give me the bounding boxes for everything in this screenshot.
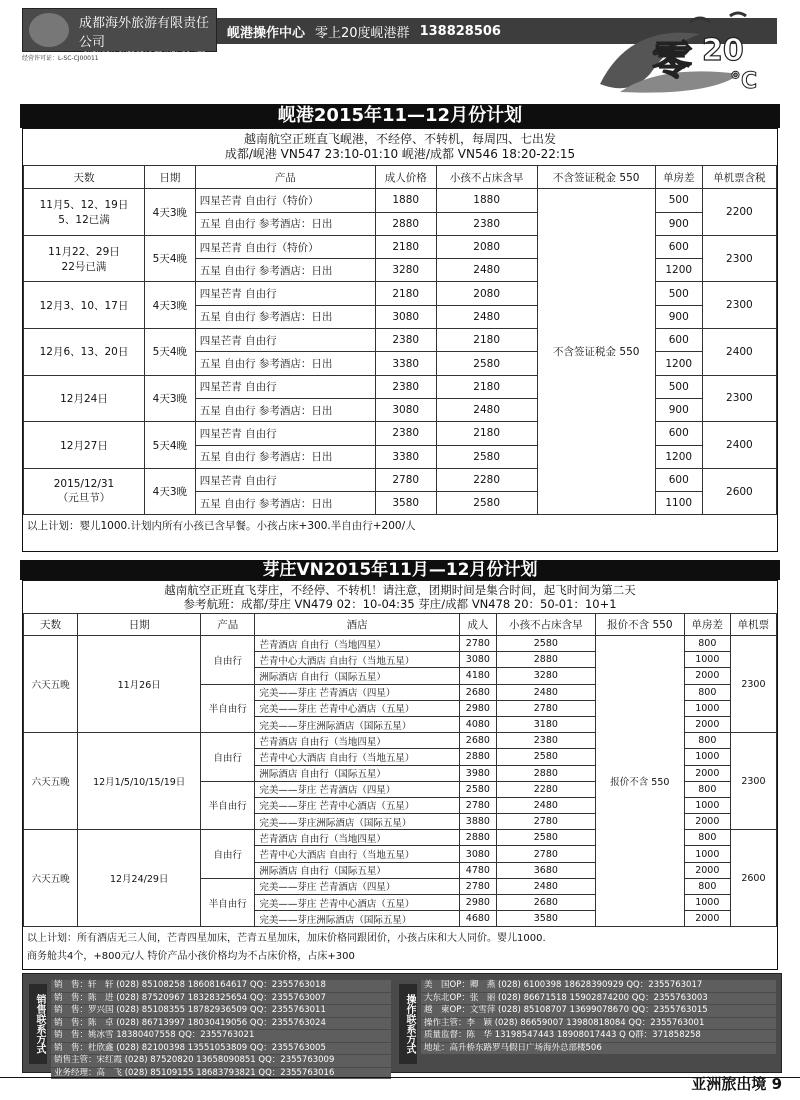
table-row [24, 422, 777, 445]
hotel-name: 洲际酒店 自由行（国际五星） [255, 862, 460, 878]
adult-price: 3580 [375, 492, 436, 515]
section1-header-cell: 不含签证税金 550 [537, 166, 655, 189]
single-supplement: 900 [655, 398, 702, 421]
section2-header-cell: 单机票 [730, 614, 776, 636]
single-supplement: 1200 [655, 445, 702, 468]
ticket-price: 2400 [702, 422, 776, 469]
section1-header-cell: 单机票含税 [702, 166, 776, 189]
single-supplement: 1000 [684, 700, 730, 716]
ticket-price: 2300 [730, 636, 776, 733]
child-price: 2480 [436, 305, 537, 328]
adult-price: 2680 [459, 684, 496, 700]
departure-dates: 12月1/5/10/15/19日 [78, 733, 201, 830]
child-price: 2680 [496, 895, 595, 911]
adult-price: 3080 [459, 846, 496, 862]
single-supplement: 1200 [655, 352, 702, 375]
adult-price: 4080 [459, 716, 496, 732]
single-supplement: 1100 [655, 492, 702, 515]
child-price: 2580 [436, 445, 537, 468]
table-row [24, 329, 777, 352]
svg-text:20: 20 [702, 33, 744, 68]
hotel-name: 完美——芽庄洲际酒店（国际五星） [255, 814, 460, 830]
contact-line: 越 柬OP：文雪萍 (028) 85108707 13699078670 QQ：2355763015 [421, 1005, 776, 1017]
contact-line: 销 售：姚冰雪 18380407558 QQ：2355763021 [51, 1030, 391, 1042]
contact-line: 美 国OP：卿 燕 (028) 6100398 18628390929 QQ：2355763017 [421, 980, 776, 992]
ops-contacts [421, 980, 776, 1055]
child-price: 2380 [496, 733, 595, 749]
product-name: 五星 自由行 参考酒店：日出 [195, 212, 375, 235]
product-name: 四星芒青 自由行 [195, 422, 375, 445]
ticket-price: 2400 [702, 329, 776, 376]
section2-header-cell: 日期 [78, 614, 201, 636]
company-emblem [29, 13, 69, 47]
departure-dates: 12月6、13、20日 [24, 329, 145, 376]
ticket-price: 2600 [702, 468, 776, 515]
single-supplement: 1000 [684, 652, 730, 668]
departure-dates: 11月5、12、19日 5、12已满 [24, 189, 145, 236]
adult-price: 3980 [459, 765, 496, 781]
group-label: 零上20度岘港群 [315, 25, 410, 41]
single-supplement: 2000 [684, 862, 730, 878]
table-row [24, 468, 777, 491]
table-row [24, 375, 777, 398]
page-number: 9 [771, 1075, 782, 1093]
adult-price: 3080 [375, 398, 436, 421]
child-price: 2080 [436, 235, 537, 258]
child-price: 2580 [496, 830, 595, 846]
trip-duration: 六天五晚 [24, 636, 78, 733]
product-type: 自由行 [201, 733, 255, 782]
product-name: 四星芒青 自由行（特价） [195, 235, 375, 258]
trip-duration: 4天3晚 [144, 282, 195, 329]
product-name: 四星芒青 自由行（特价） [195, 189, 375, 212]
adult-price: 3380 [375, 352, 436, 375]
single-supplement: 900 [655, 305, 702, 328]
contact-line: 操作主管：李 颖 (028) 86659007 13980818084 QQ：2355763001 [421, 1018, 776, 1030]
hotel-name: 完美——芽庄 芒青酒店（四星） [255, 684, 460, 700]
child-price: 2280 [436, 468, 537, 491]
hotel-name: 芒青酒店 自由行（当地四星） [255, 830, 460, 846]
departure-dates: 12月24/29日 [78, 830, 201, 927]
single-supplement: 2000 [684, 668, 730, 684]
adult-price: 2180 [375, 235, 436, 258]
contact-line: 销 售：轩 轩 (028) 85108258 18608164617 QQ：2355763018 [51, 980, 391, 992]
section2-header-cell: 小孩不占床含早 [496, 614, 595, 636]
table-row [24, 189, 777, 212]
svg-text:°C: °C [730, 69, 758, 94]
section1-route: 越南航空正班直飞岘港，不经停、不转机，每周四、七出发 [243, 132, 556, 146]
single-supplement: 500 [655, 375, 702, 398]
adult-price: 4780 [459, 862, 496, 878]
single-supplement: 800 [684, 684, 730, 700]
section1-note: 以上计划：婴儿1000.计划内所有小孩已含早餐。小孩占床+300.半自由行+200/人 [27, 520, 416, 533]
hotel-name: 完美——芽庄洲际酒店（国际五星） [255, 716, 460, 732]
trip-duration: 5天4晚 [144, 235, 195, 282]
product-name: 五星 自由行 参考酒店：日出 [195, 492, 375, 515]
section1-header-cell: 成人价格 [375, 166, 436, 189]
company-name-en: CHENGDU OVERSEAS TRAVEL CO.,LTD [83, 51, 207, 58]
child-price: 2180 [436, 329, 537, 352]
adult-price: 2880 [459, 749, 496, 765]
ticket-price: 2200 [702, 189, 776, 236]
hotel-name: 芒青中心大酒店 自由行（当地五星） [255, 652, 460, 668]
sales-contacts-label: 销售联系方式 [29, 984, 47, 1064]
hotel-name: 洲际酒店 自由行（国际五星） [255, 765, 460, 781]
adult-price: 2780 [375, 468, 436, 491]
child-price: 2180 [436, 375, 537, 398]
single-supplement: 2000 [684, 814, 730, 830]
section1-subtitle [23, 129, 777, 165]
single-supplement: 800 [684, 781, 730, 797]
adult-price: 3080 [375, 305, 436, 328]
product-type: 自由行 [201, 636, 255, 685]
contact-line: 质量监督：陈 华 13198547443 18908017443 Q Q群：371858258 [421, 1030, 776, 1042]
child-price: 3280 [496, 668, 595, 684]
hotel-name: 完美——芽庄 芒青中心酒店（五星） [255, 797, 460, 813]
single-supplement: 800 [684, 830, 730, 846]
single-supplement: 2000 [684, 765, 730, 781]
page-footer [691, 1073, 782, 1094]
svg-text:零: 零 [652, 38, 692, 84]
contact-line: 地址：高升桥东路罗马假日广场海外总部楼506 [421, 1043, 776, 1055]
contact-line: 销 售：罗兴国 (028) 85108355 18782936509 QQ：2355763011 [51, 1005, 391, 1017]
product-type: 半自由行 [201, 878, 255, 927]
table-row [24, 235, 777, 258]
section2-subtitle [23, 581, 777, 613]
table-row [24, 636, 777, 652]
single-supplement: 1000 [684, 797, 730, 813]
product-type: 自由行 [201, 830, 255, 879]
sales-contacts [51, 980, 391, 1080]
single-supplement: 600 [655, 329, 702, 352]
single-supplement: 900 [655, 212, 702, 235]
single-supplement: 800 [684, 733, 730, 749]
single-supplement: 2000 [684, 911, 730, 927]
contact-line: 销 售：陈 卓 (028) 86713997 18030419056 QQ：2355763024 [51, 1018, 391, 1030]
child-price: 2180 [436, 422, 537, 445]
hotel-name: 芒青中心大酒店 自由行（当地五星） [255, 749, 460, 765]
page-header [0, 0, 800, 100]
child-price: 2780 [496, 846, 595, 862]
section2-note1: 以上计划：所有酒店无三人间，芒青四星加床，芒青五星加床，加床价格同跟团价，小孩占床和大人同价。婴儿1000. [27, 933, 546, 945]
single-supplement: 800 [684, 878, 730, 894]
section2-header-cell: 产品 [201, 614, 255, 636]
visa-tax-note: 不含签证税金 550 [537, 189, 655, 515]
adult-price: 3280 [375, 259, 436, 282]
trip-duration: 六天五晚 [24, 830, 78, 927]
child-price: 2480 [496, 797, 595, 813]
child-price: 3580 [496, 911, 595, 927]
phone-number: 138828506 [419, 23, 501, 39]
trip-duration: 六天五晚 [24, 733, 78, 830]
product-name: 五星 自由行 参考酒店：日出 [195, 259, 375, 282]
child-price: 2580 [436, 352, 537, 375]
footer-divider [0, 1077, 800, 1078]
adult-price: 2680 [459, 733, 496, 749]
section2-header-cell: 天数 [24, 614, 78, 636]
visa-tax-note: 报价不含 550 [595, 636, 684, 927]
child-price: 2080 [436, 282, 537, 305]
hotel-name: 芒青酒店 自由行（当地四星） [255, 733, 460, 749]
adult-price: 3380 [375, 445, 436, 468]
departure-dates: 2015/12/31 （元旦节） [24, 468, 145, 515]
ops-contacts-label: 操作联系方式 [399, 984, 417, 1064]
product-name: 五星 自由行 参考酒店：日出 [195, 445, 375, 468]
section2-header-cell: 报价不含 550 [595, 614, 684, 636]
child-price: 2880 [496, 765, 595, 781]
trip-duration: 5天4晚 [144, 422, 195, 469]
section2-title: 芽庄VN2015年11月—12月份计划 [20, 560, 780, 580]
adult-price: 2180 [375, 282, 436, 305]
product-name: 四星芒青 自由行 [195, 282, 375, 305]
section1-header-cell: 小孩不占床含早 [436, 166, 537, 189]
product-type: 半自由行 [201, 684, 255, 733]
section2-note2: 商务舱共4个，+800元/人 特价产品小孩价格均为不占床价格，占床+300 [27, 951, 355, 963]
adult-price: 3080 [459, 652, 496, 668]
departure-dates: 12月24日 [24, 375, 145, 422]
adult-price: 2580 [459, 781, 496, 797]
center-name: 岘港操作中心 [227, 25, 306, 41]
child-price: 2480 [436, 259, 537, 282]
child-price: 2280 [496, 781, 595, 797]
section2-header-cell: 成人 [459, 614, 496, 636]
contact-line: 销售主管：宋红霞 (028) 87520820 13658090851 QQ：2355763009 [51, 1055, 391, 1067]
hotel-name: 完美——芽庄 芒青中心酒店（五星） [255, 700, 460, 716]
single-supplement: 800 [684, 636, 730, 652]
section2-table [23, 613, 777, 927]
section1-flights: 成都/岘港 VN547 23:10-01:10 岘港/成都 VN546 18:20-22:15 [224, 147, 576, 161]
hotel-name: 芒青酒店 自由行（当地四星） [255, 636, 460, 652]
product-name: 四星芒青 自由行 [195, 468, 375, 491]
company-logo [22, 8, 217, 58]
ticket-price: 2300 [730, 733, 776, 830]
adult-price: 4180 [459, 668, 496, 684]
hotel-name: 完美——芽庄 芒青酒店（四星） [255, 781, 460, 797]
ticket-price: 2300 [702, 282, 776, 329]
child-price: 2480 [496, 684, 595, 700]
adult-price: 2780 [459, 878, 496, 894]
product-name: 四星芒青 自由行 [195, 329, 375, 352]
departure-dates: 12月3、10、17日 [24, 282, 145, 329]
child-price: 2580 [496, 749, 595, 765]
section1-header-cell: 日期 [144, 166, 195, 189]
adult-price: 1880 [375, 189, 436, 212]
contact-line: 大东北OP：张 丽 (028) 86671518 15902874200 QQ：2355763003 [421, 993, 776, 1005]
adult-price: 2380 [375, 329, 436, 352]
child-price: 2480 [496, 878, 595, 894]
child-price: 2580 [436, 492, 537, 515]
hotel-name: 完美——芽庄洲际酒店（国际五星） [255, 911, 460, 927]
section2-route: 越南航空正班直飞芽庄，不经停、不转机！请注意，团期时间是集合时间，起飞时间为第二天 [164, 583, 636, 597]
child-price: 2380 [436, 212, 537, 235]
contacts-panel [22, 973, 782, 1078]
child-price: 1880 [436, 189, 537, 212]
adult-price: 2780 [459, 797, 496, 813]
single-supplement: 600 [655, 468, 702, 491]
hotel-name: 完美——芽庄 芒青中心酒店（五星） [255, 895, 460, 911]
single-supplement: 600 [655, 422, 702, 445]
license-number: 经营许可证：L-SC-CJ00011 [22, 55, 99, 62]
contact-line: 销 售：陈 进 (028) 87520967 18328325654 QQ：2355763007 [51, 993, 391, 1005]
child-price: 2780 [496, 814, 595, 830]
brand-wave-logo [590, 4, 770, 100]
adult-price: 2380 [375, 422, 436, 445]
trip-duration: 4天3晚 [144, 468, 195, 515]
trip-duration: 4天3晚 [144, 375, 195, 422]
trip-duration: 5天4晚 [144, 329, 195, 376]
single-supplement: 1000 [684, 895, 730, 911]
single-supplement: 2000 [684, 716, 730, 732]
ticket-price: 2300 [702, 235, 776, 282]
single-supplement: 1000 [684, 846, 730, 862]
ticket-price: 2600 [730, 830, 776, 927]
product-name: 四星芒青 自由行 [195, 375, 375, 398]
section1-header-cell: 天数 [24, 166, 145, 189]
hotel-name: 洲际酒店 自由行（国际五星） [255, 668, 460, 684]
product-name: 五星 自由行 参考酒店：日出 [195, 398, 375, 421]
child-price: 3180 [496, 716, 595, 732]
trip-duration: 4天3晚 [144, 189, 195, 236]
adult-price: 2980 [459, 895, 496, 911]
hotel-name: 芒青中心大酒店 自由行（当地五星） [255, 846, 460, 862]
adult-price: 4680 [459, 911, 496, 927]
child-price: 2780 [496, 700, 595, 716]
adult-price: 2780 [459, 636, 496, 652]
section2-box [22, 580, 778, 970]
single-supplement: 1000 [684, 749, 730, 765]
hotel-name: 完美——芽庄 芒青酒店（四星） [255, 878, 460, 894]
ticket-price: 2300 [702, 375, 776, 422]
departure-dates: 11月22、29日 22号已满 [24, 235, 145, 282]
child-price: 2580 [496, 636, 595, 652]
magazine-name: 亚洲旅出境 [691, 1075, 767, 1093]
contact-line: 销 售：杜欣鑫 (028) 82100398 13551053809 QQ：2355763005 [51, 1043, 391, 1055]
product-name: 五星 自由行 参考酒店：日出 [195, 352, 375, 375]
section2-flights: 参考航班：成都/芽庄 VN479 02：10-04:35 芽庄/成都 VN478 20：50-01：10+1 [183, 597, 617, 611]
company-name-cn: 成都海外旅游有限责任公司 [79, 16, 210, 50]
product-name: 五星 自由行 参考酒店：日出 [195, 305, 375, 328]
child-price: 2880 [496, 652, 595, 668]
departure-dates: 11月26日 [78, 636, 201, 733]
section1-header-cell: 产品 [195, 166, 375, 189]
child-price: 3680 [496, 862, 595, 878]
adult-price: 2980 [459, 700, 496, 716]
section2-header-cell: 酒店 [255, 614, 460, 636]
contact-line: 业务经理：高 飞 (028) 85109155 18683793821 QQ：2355763016 [51, 1068, 391, 1080]
table-row [24, 282, 777, 305]
child-price: 2480 [436, 398, 537, 421]
product-type: 半自由行 [201, 781, 255, 830]
single-supplement: 500 [655, 282, 702, 305]
adult-price: 3880 [459, 814, 496, 830]
departure-dates: 12月27日 [24, 422, 145, 469]
section2-header-cell: 单房差 [684, 614, 730, 636]
section1-table [23, 165, 777, 515]
single-supplement: 1200 [655, 259, 702, 282]
adult-price: 2880 [375, 212, 436, 235]
section1-title: 岘港2015年11—12月份计划 [20, 104, 780, 128]
single-supplement: 600 [655, 235, 702, 258]
section1-box [22, 128, 778, 552]
adult-price: 2380 [375, 375, 436, 398]
adult-price: 2880 [459, 830, 496, 846]
single-supplement: 500 [655, 189, 702, 212]
section1-header-cell: 单房差 [655, 166, 702, 189]
